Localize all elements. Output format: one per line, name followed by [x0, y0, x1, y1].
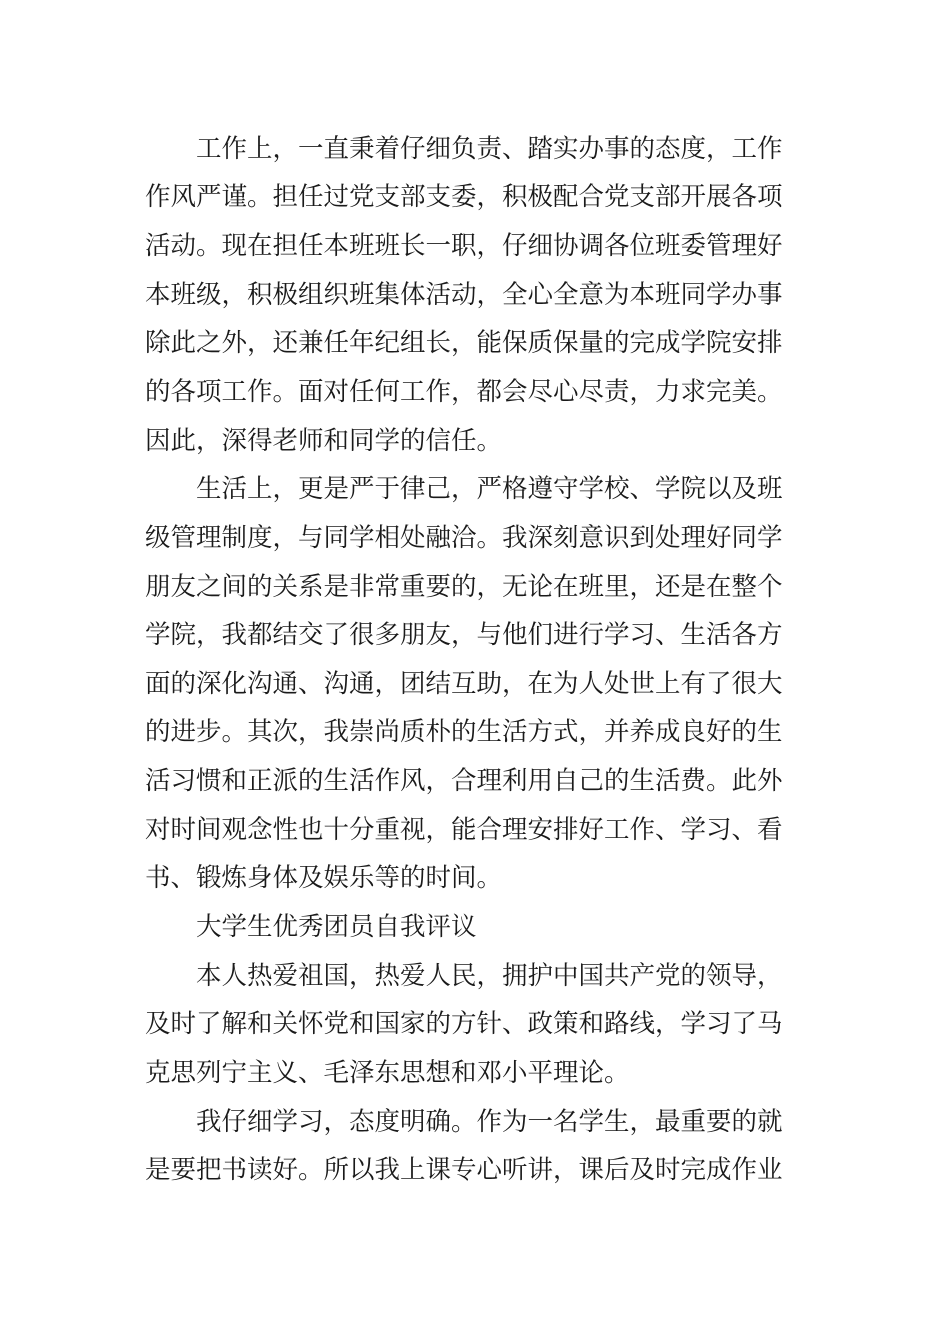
- paragraph-line: 活动。现在担任本班班长一职，仔细协调各位班委管理好: [145, 231, 783, 261]
- paragraph-line: 因此，深得老师和同学的信任。: [145, 426, 503, 456]
- paragraph-line: 学院，我都结交了很多朋友，与他们进行学习、生活各方: [145, 620, 783, 650]
- paragraph-line: 本人热爱祖国，热爱人民，拥护中国共产党的领导，: [196, 961, 783, 991]
- paragraph-line: 克思列宁主义、毛泽东思想和邓小平理论。: [145, 1058, 630, 1088]
- paragraph-line: 级管理制度，与同学相处融洽。我深刻意识到处理好同学: [145, 523, 783, 553]
- paragraph-line: 及时了解和关怀党和国家的方针、政策和路线，学习了马: [145, 1009, 783, 1039]
- paragraph-line: 作风严谨。担任过党支部支委，积极配合党支部开展各项: [145, 182, 783, 212]
- paragraph-line: 面的深化沟通、沟通，团结互助，在为人处世上有了很大: [145, 669, 783, 699]
- paragraph-line: 工作上，一直秉着仔细负责、踏实办事的态度，工作: [196, 134, 783, 164]
- paragraph-line: 本班级，积极组织班集体活动，全心全意为本班同学办事: [145, 280, 783, 310]
- paragraph-line: 的进步。其次，我崇尚质朴的生活方式，并养成良好的生: [145, 717, 783, 747]
- paragraph-line: 除此之外，还兼任年纪组长，能保质保量的完成学院安排: [145, 328, 783, 358]
- paragraph-line: 朋友之间的关系是非常重要的，无论在班里，还是在整个: [145, 572, 783, 602]
- paragraph-line: 我仔细学习，态度明确。作为一名学生，最重要的就: [196, 1107, 783, 1137]
- paragraph-line: 对时间观念性也十分重视，能合理安排好工作、学习、看: [145, 815, 783, 845]
- paragraph-line: 是要把书读好。所以我上课专心听讲，课后及时完成作业: [145, 1155, 783, 1185]
- paragraph-line: 生活上，更是严于律己，严格遵守学校、学院以及班: [196, 474, 783, 504]
- paragraph-line: 的各项工作。面对任何工作，都会尽心尽责，力求完美。: [145, 377, 783, 407]
- section-title: 大学生优秀团员自我评议: [196, 912, 477, 942]
- paragraph-line: 书、锻炼身体及娱乐等的时间。: [145, 863, 503, 893]
- paragraph-line: 活习惯和正派的生活作风，合理利用自己的生活费。此外: [145, 766, 783, 796]
